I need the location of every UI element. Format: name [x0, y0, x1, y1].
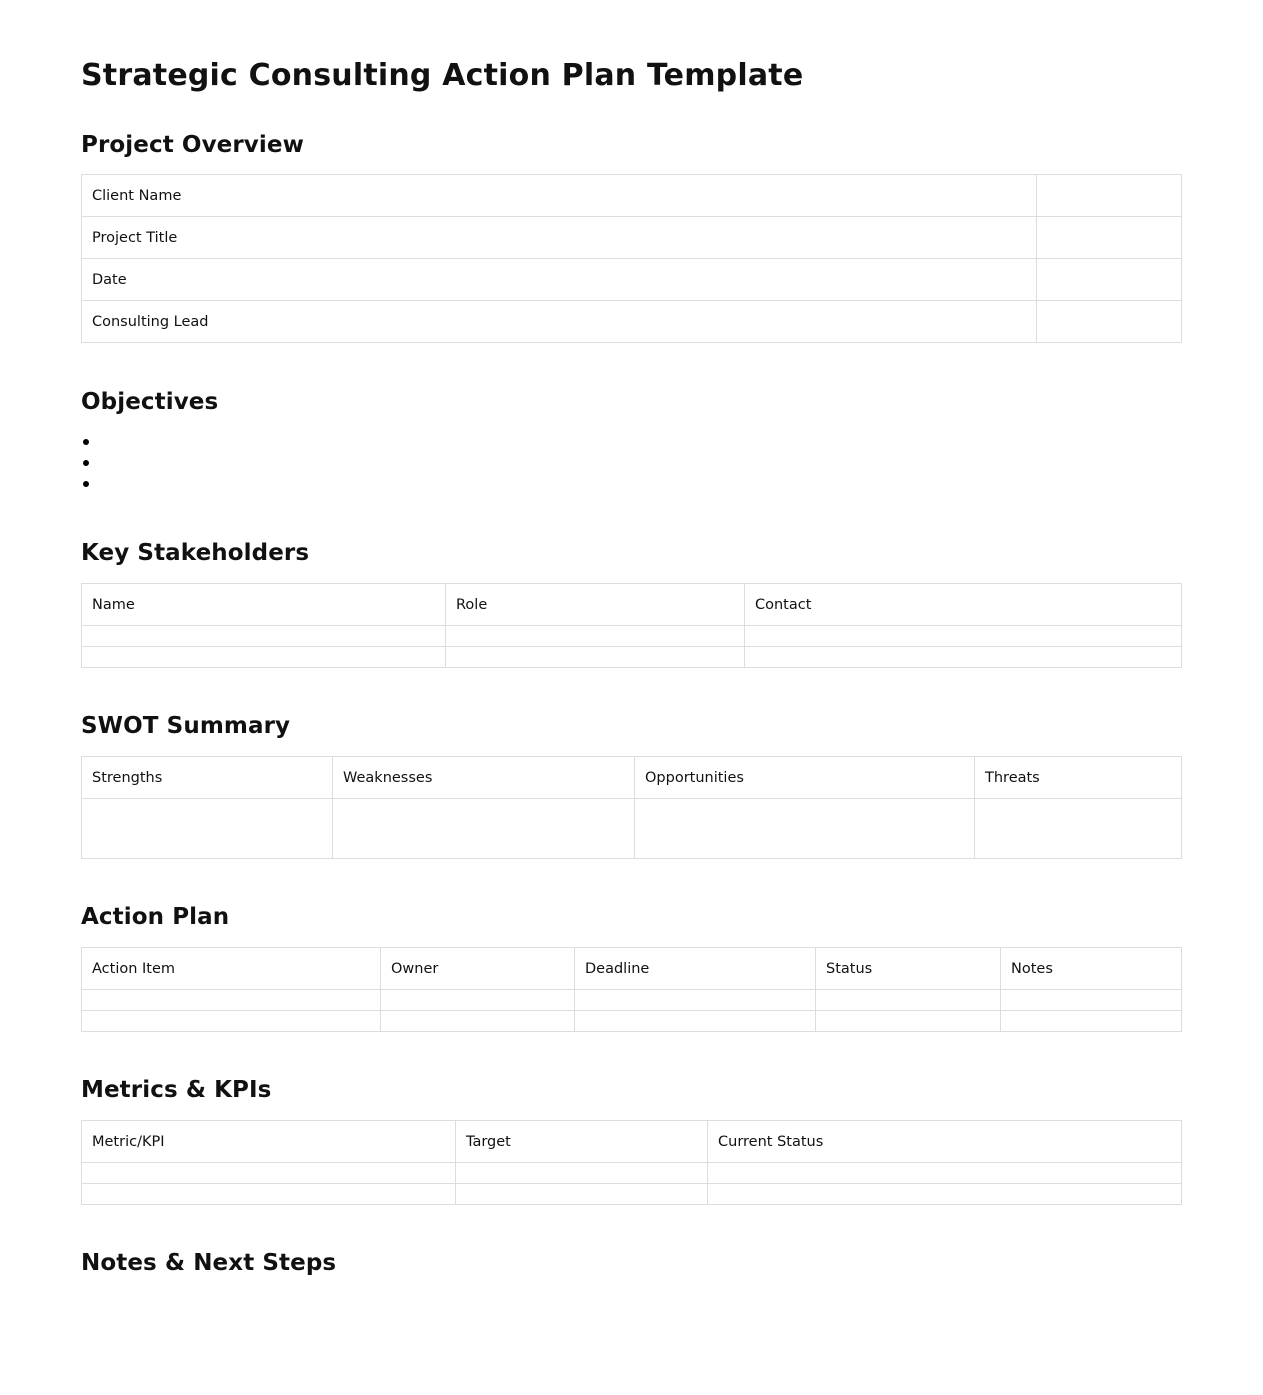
metrics-kpis-table [81, 1120, 1182, 1205]
key-stakeholders-table [81, 583, 1182, 668]
column-header-opportunities: Opportunities [635, 757, 975, 799]
column-header-threats: Threats [975, 757, 1182, 799]
table-cell[interactable] [381, 1011, 575, 1032]
table-row [82, 799, 1182, 859]
column-header-name: Name [82, 584, 446, 626]
table-cell[interactable] [816, 1011, 1001, 1032]
table-cell[interactable] [456, 1163, 708, 1184]
table-header-row [82, 757, 1182, 799]
column-header-current-status: Current Status [708, 1121, 1182, 1163]
column-header-strengths: Strengths [82, 757, 333, 799]
list-item[interactable] [81, 432, 1181, 453]
table-cell[interactable] [575, 1011, 816, 1032]
page-title: Strategic Consulting Action Plan Template [81, 58, 804, 93]
section-heading-notes-next-steps: Notes & Next Steps [81, 1250, 337, 1276]
table-cell[interactable] [82, 1011, 381, 1032]
column-header-owner: Owner [381, 948, 575, 990]
section-heading-key-stakeholders: Key Stakeholders [81, 540, 310, 566]
field-label-client-name: Client Name [82, 175, 1037, 217]
column-header-status: Status [816, 948, 1001, 990]
swot-cell-weaknesses[interactable] [333, 799, 635, 859]
table-header-row [82, 584, 1182, 626]
field-label-consulting-lead: Consulting Lead [82, 301, 1037, 343]
table-header-row [82, 1121, 1182, 1163]
table-cell[interactable] [708, 1184, 1182, 1205]
section-notes-next-steps [81, 1248, 1181, 1383]
table-cell[interactable] [745, 626, 1182, 647]
table-cell[interactable] [816, 990, 1001, 1011]
table-cell[interactable] [575, 990, 816, 1011]
table-cell[interactable] [446, 647, 745, 668]
table-row [82, 259, 1182, 301]
field-value-consulting-lead[interactable] [1037, 301, 1182, 343]
column-header-target: Target [456, 1121, 708, 1163]
table-cell[interactable] [82, 990, 381, 1011]
table-row [82, 990, 1182, 1011]
section-project-overview [81, 128, 1181, 343]
table-cell[interactable] [446, 626, 745, 647]
section-objectives [81, 387, 1181, 495]
table-row [82, 1011, 1182, 1032]
swot-cell-threats[interactable] [975, 799, 1182, 859]
list-item[interactable] [81, 474, 1181, 495]
column-header-action-item: Action Item [82, 948, 381, 990]
field-value-project-title[interactable] [1037, 217, 1182, 259]
table-row [82, 175, 1182, 217]
table-row [82, 217, 1182, 259]
section-heading-swot-summary: SWOT Summary [81, 713, 291, 739]
column-header-contact: Contact [745, 584, 1182, 626]
objectives-list [81, 432, 1181, 495]
table-row [82, 626, 1182, 647]
field-value-client-name[interactable] [1037, 175, 1182, 217]
swot-table [81, 756, 1182, 859]
table-cell[interactable] [1001, 990, 1182, 1011]
swot-cell-strengths[interactable] [82, 799, 333, 859]
column-header-metric-kpi: Metric/KPI [82, 1121, 456, 1163]
table-cell[interactable] [708, 1163, 1182, 1184]
action-plan-table [81, 947, 1182, 1032]
section-metrics-kpis [81, 1075, 1181, 1205]
field-label-date: Date [82, 259, 1037, 301]
column-header-weaknesses: Weaknesses [333, 757, 635, 799]
section-heading-objectives: Objectives [81, 389, 219, 415]
table-header-row [82, 948, 1182, 990]
table-cell[interactable] [82, 647, 446, 668]
column-header-deadline: Deadline [575, 948, 816, 990]
table-cell[interactable] [82, 626, 446, 647]
project-overview-table [81, 174, 1182, 343]
table-cell[interactable] [1001, 1011, 1182, 1032]
list-item[interactable] [81, 453, 1181, 474]
section-heading-project-overview: Project Overview [81, 132, 304, 158]
column-header-notes: Notes [1001, 948, 1182, 990]
section-action-plan [81, 902, 1181, 1032]
section-swot-summary [81, 711, 1181, 859]
section-heading-metrics-kpis: Metrics & KPIs [81, 1077, 272, 1103]
table-row [82, 301, 1182, 343]
notes-content[interactable] [81, 1293, 1181, 1383]
table-cell[interactable] [82, 1184, 456, 1205]
table-cell[interactable] [745, 647, 1182, 668]
swot-cell-opportunities[interactable] [635, 799, 975, 859]
section-heading-action-plan: Action Plan [81, 904, 230, 930]
field-value-date[interactable] [1037, 259, 1182, 301]
table-cell[interactable] [456, 1184, 708, 1205]
table-row [82, 647, 1182, 668]
field-label-project-title: Project Title [82, 217, 1037, 259]
table-row [82, 1184, 1182, 1205]
section-key-stakeholders [81, 538, 1181, 668]
column-header-role: Role [446, 584, 745, 626]
table-cell[interactable] [381, 990, 575, 1011]
table-cell[interactable] [82, 1163, 456, 1184]
table-row [82, 1163, 1182, 1184]
